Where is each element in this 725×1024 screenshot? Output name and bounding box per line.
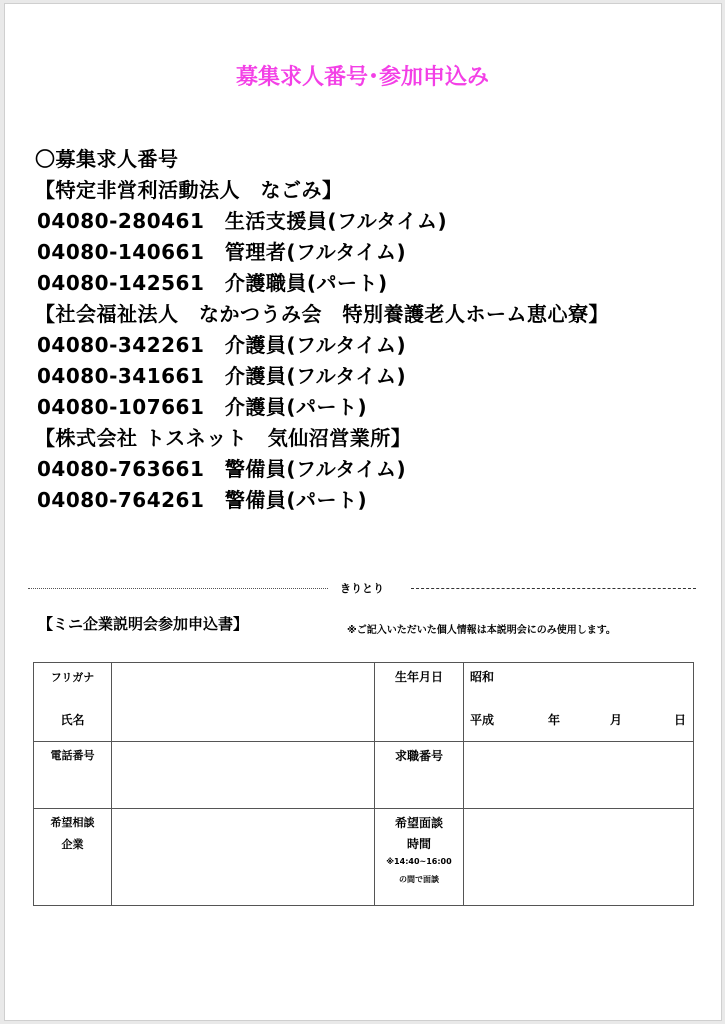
job-entry: 04080-142561 介護職員(パート) [37,271,388,295]
showa-label: 昭和 [470,670,495,684]
job-entry: 04080-107661 介護員(パート) [37,395,368,419]
job-entry: 04080-342261 介護員(フルタイム) [37,333,407,357]
dotted-divider [28,588,328,589]
employer-heading: 【株式会社 トスネット 気仙沼営業所】 [35,426,412,450]
phone-label-cell [34,742,112,809]
page-title: 募集求人番号･参加申込み [235,65,489,90]
application-form [33,662,694,906]
birth-label-cell [375,663,464,742]
section-heading: 〇募集求人番号 [35,147,179,171]
job-no-label-cell [375,742,464,809]
name-label: 氏名 [60,713,85,727]
job-no-label: 求職番号 [394,749,443,763]
cut-line [28,582,696,598]
job-entry: 04080-341661 介護員(フルタイム) [37,364,407,388]
heisei-label: 平成 [470,713,495,727]
company-label-cell [34,809,112,906]
month-label: 月 [610,713,623,727]
time-label-2: 時間 [406,837,431,851]
employer-heading: 【特定非営利活動法人 なごみ】 [35,178,343,202]
phone-field[interactable] [112,742,375,809]
name-label-cell [34,663,112,742]
job-entry: 04080-764261 警備員(パート) [37,488,368,512]
dashed-divider [411,588,696,589]
form-title: 【ミニ企業説明会参加申込書】 [38,615,249,633]
privacy-note: ※ご記入いただいた個人情報は本説明会にのみ使用します。 [347,625,616,636]
name-field[interactable] [112,663,375,742]
birth-field[interactable] [464,663,694,742]
company-field[interactable] [112,809,375,906]
time-note: ※14:40~16:00 [386,857,452,866]
year-label: 年 [548,713,561,727]
job-no-field[interactable] [464,742,694,809]
time-label-cell [375,809,464,906]
time-field[interactable] [464,809,694,906]
furigana-label: フリガナ [50,671,95,684]
job-entry: 04080-140661 管理者(フルタイム) [37,240,407,264]
job-entry: 04080-763661 警備員(フルタイム) [37,457,407,481]
company-label-2: 企業 [61,838,84,851]
cut-label: きりとり [340,582,384,595]
time-label-1: 希望面談 [394,816,443,830]
birth-label: 生年月日 [394,670,443,684]
phone-label: 電話番号 [50,749,95,762]
job-entry: 04080-280461 生活支援員(フルタイム) [37,209,448,233]
day-label: 日 [674,713,687,727]
time-note-2: の間で面談 [399,875,439,884]
company-label-1: 希望相談 [50,816,95,829]
job-list [35,144,609,516]
employer-heading: 【社会福祉法人 なかつうみ会 特別養護老人ホーム恵心寮】 [35,302,609,326]
